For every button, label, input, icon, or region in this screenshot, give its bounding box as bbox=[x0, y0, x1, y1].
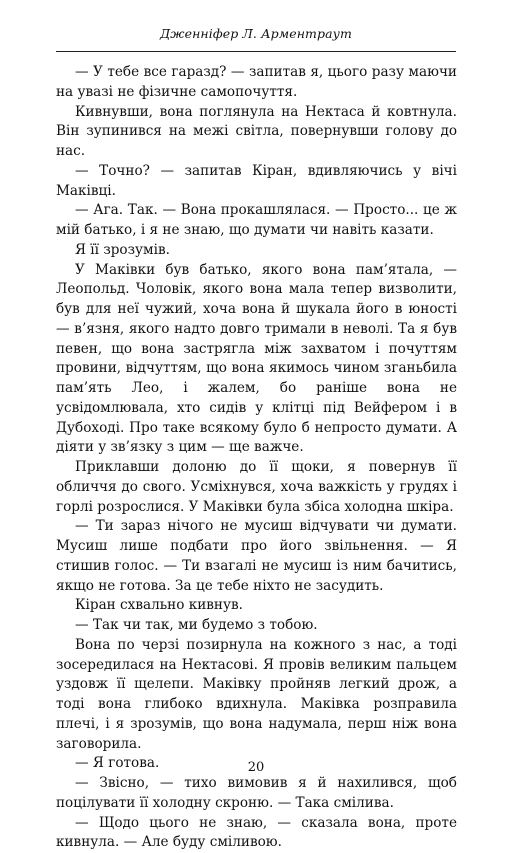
paragraph: У Маківки був батько, якого вона пам’ятала, — Леопольд. Чоловік, якого вона мала тепер визволити, був для неї чужий, хоча вона й шукала його в юності — в’язня, якого надто довго тримали в неволі. Та я був певен, що вона застрягла між захватом і почуттям провини, відчуттям, що вона якимось чином зганьбила пам’ять Лео, і жалем, бо раніше вона не усвідомлювала, хто сидів у клітці під Вейфером і в Дубоході. Про таке всякому було б непросто думати. А діяти у зв’язку з цим — ще важче. bbox=[56, 261, 457, 459]
paragraph: — У тебе все гаразд? — запитав я, цього разу маючи на увазі не фізичне самопочуття. bbox=[56, 63, 457, 103]
paragraph: — Щодо цього не знаю, — сказала вона, проте кивнула. — Але буду сміливою. bbox=[56, 814, 457, 853]
paragraph: — Ти зараз нічого не мусиш відчувати чи думати. Мусиш лише подбати про його звільнення. — Я стишив голос. — Ти взагалі не мусиш із ним бачитись, якщо не готова. За це тебе ніхто не засудить. bbox=[56, 517, 457, 596]
page-body bbox=[56, 63, 457, 853]
paragraph: Я її зрозумів. bbox=[56, 241, 457, 261]
paragraph: — Точно? — запитав Кіран, вдивляючись у вічі Маківці. bbox=[56, 162, 457, 202]
paragraph: — Так чи так, ми будемо з тобою. bbox=[56, 616, 457, 636]
page-number: 20 bbox=[0, 760, 512, 775]
paragraph: Вона по черзі позирнула на кожного з нас, а тоді зосередилася на Нектасові. Я провів великим пальцем уздовж її щелепи. Маківку пройняв легкий дрож, а тоді вона глибоко вдихнула. Маківка розправила плечі, і я зрозумів, що вона надумала, перш ніж вона заговорила. bbox=[56, 636, 457, 755]
paragraph: Приклавши долоню до її щоки, я повернув її обличчя до свого. Усміхнувся, хоча важкість у грудях і горлі розрослися. У Маківки була збіса холодна шкіра. bbox=[56, 458, 457, 517]
paragraph: — Я готова. bbox=[56, 754, 457, 774]
paragraph: — Ага. Так. — Вона прокашлялася. — Просто... це ж мій батько, і я не знаю, що думати чи навіть казати. bbox=[56, 201, 457, 241]
header-rule bbox=[56, 51, 456, 52]
paragraph: — Звісно, — тихо вимовив я й нахилився, щоб поцілувати її холодну скроню. — Така смілива. bbox=[56, 774, 457, 814]
running-head: Дженніфер Л. Арментраут bbox=[0, 26, 512, 41]
paragraph: Кивнувши, вона поглянула на Нектаса й ковтнула. Він зупинився на межі світла, повернувши голову до нас. bbox=[56, 103, 457, 162]
paragraph: Кіран схвально кивнув. bbox=[56, 596, 457, 616]
